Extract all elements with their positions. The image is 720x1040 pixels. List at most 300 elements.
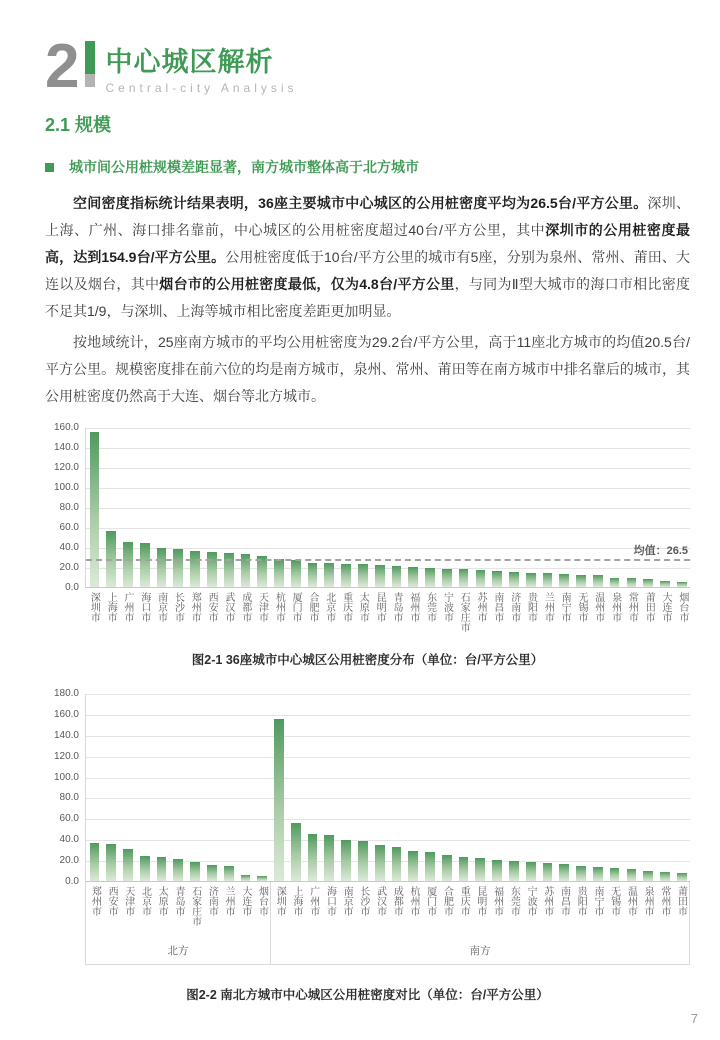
bar-slot xyxy=(271,428,288,587)
bar-slot xyxy=(254,428,271,587)
bar-slot xyxy=(86,694,103,881)
bar-slot xyxy=(573,694,590,881)
x-label-slot xyxy=(119,588,136,642)
bar-slot xyxy=(237,428,254,587)
y-axis-tick: 0.0 xyxy=(65,876,79,888)
bar-slot xyxy=(103,428,120,587)
bar-slot xyxy=(506,694,523,881)
emphasis-text: 深圳市的公用桩密度最高，达到154.9台/平方公里。 xyxy=(45,222,691,266)
bar-slot xyxy=(472,694,489,881)
x-label-slot xyxy=(355,882,372,938)
bar-slot xyxy=(287,694,304,881)
x-axis-label: 泉州市 xyxy=(609,592,621,623)
x-label-slot xyxy=(321,882,338,938)
bar-slot xyxy=(271,694,288,881)
y-axis-tick: 100.0 xyxy=(53,771,79,783)
bar-slot xyxy=(422,694,439,881)
x-label-slot xyxy=(135,588,152,642)
bar xyxy=(593,575,603,587)
bar xyxy=(308,834,318,881)
x-axis-label: 南京市 xyxy=(341,886,353,917)
bullet-heading-text: 城市间公用桩规模差距显著，南方城市整体高于北方城市 xyxy=(69,159,419,176)
bar xyxy=(576,575,586,588)
bar xyxy=(408,851,418,881)
x-label-slot xyxy=(338,882,355,938)
x-axis-label: 泉州市 xyxy=(642,886,654,917)
mean-line xyxy=(86,559,690,561)
bar-slot xyxy=(673,428,690,587)
x-axis-label: 大连市 xyxy=(239,886,251,917)
bar xyxy=(157,857,167,881)
x-label-slot xyxy=(622,882,639,938)
x-axis-label: 莆田市 xyxy=(643,592,655,623)
chart-north-south-comparison xyxy=(45,688,690,965)
bar-slot xyxy=(321,428,338,587)
x-label-slot xyxy=(287,588,304,642)
x-axis-label: 郑州市 xyxy=(189,592,201,623)
x-axis-label: 贵阳市 xyxy=(575,886,587,917)
bar xyxy=(475,858,485,882)
x-label-slot xyxy=(388,882,405,938)
bar-slot xyxy=(187,428,204,587)
x-axis-label: 大连市 xyxy=(660,592,672,623)
x-axis-label: 厦门市 xyxy=(424,886,436,917)
bar xyxy=(442,569,452,588)
x-axis-label: 杭州市 xyxy=(273,592,285,623)
body-text: 深圳、上海、广州、海口排名靠前，中心城区的公用桩密度超过40台/平方公里，其中 xyxy=(45,195,690,239)
axis-group xyxy=(85,882,270,964)
x-label-slot xyxy=(220,588,237,642)
x-axis-label: 长沙市 xyxy=(357,886,369,917)
x-label-slot xyxy=(119,882,136,938)
y-axis-tick: 160.0 xyxy=(53,708,79,720)
x-label-slot xyxy=(271,882,288,938)
bar xyxy=(375,845,385,881)
x-label-slot xyxy=(522,588,539,642)
bar xyxy=(123,849,133,881)
x-axis-label: 广州市 xyxy=(122,592,134,623)
bar xyxy=(425,568,435,587)
x-label-row xyxy=(271,882,689,938)
bar xyxy=(123,542,133,587)
x-axis-label: 昆明市 xyxy=(374,592,386,623)
chapter-title: 中心城区解析 xyxy=(105,47,274,77)
x-axis-label: 常州市 xyxy=(626,592,638,623)
x-axis-label: 天津市 xyxy=(122,886,134,917)
x-label-slot xyxy=(640,588,657,642)
x-label-slot xyxy=(388,588,405,642)
x-axis-label: 郑州市 xyxy=(89,886,101,917)
bar xyxy=(341,840,351,881)
bar-slot xyxy=(153,428,170,587)
x-label-slot xyxy=(270,588,287,642)
bar-slot xyxy=(120,428,137,587)
plot xyxy=(85,428,690,588)
bar-slot xyxy=(539,694,556,881)
x-label-slot xyxy=(672,882,689,938)
x-axis-label: 苏州市 xyxy=(475,592,487,623)
x-label-slot xyxy=(102,588,119,642)
y-axis-tick: 140.0 xyxy=(53,729,79,741)
x-label-slot xyxy=(623,588,640,642)
x-label-slot xyxy=(220,882,237,938)
bar xyxy=(274,719,284,881)
x-label-slot xyxy=(253,588,270,642)
bar xyxy=(308,563,318,588)
x-axis-label: 深圳市 xyxy=(88,592,100,623)
x-axis-label: 石家庄市 xyxy=(189,886,201,927)
bar xyxy=(425,852,435,881)
bar xyxy=(207,865,217,881)
x-label-slot xyxy=(538,882,555,938)
x-axis-label: 成都市 xyxy=(391,886,403,917)
bar xyxy=(459,857,469,882)
bar xyxy=(392,847,402,881)
bar xyxy=(643,579,653,587)
bar-group xyxy=(86,428,690,587)
x-label-row xyxy=(85,588,690,642)
bar xyxy=(660,872,670,881)
x-axis-label: 杭州市 xyxy=(408,886,420,917)
bar-slot xyxy=(388,428,405,587)
bar-slot xyxy=(556,694,573,881)
bar-slot xyxy=(606,428,623,587)
bar xyxy=(677,873,687,881)
x-label-slot xyxy=(304,882,321,938)
bar-slot xyxy=(556,428,573,587)
bar xyxy=(274,559,284,588)
y-axis-tick: 60.0 xyxy=(59,813,79,825)
x-axis-label: 北京市 xyxy=(323,592,335,623)
x-axis-label: 青岛市 xyxy=(172,886,184,917)
bar xyxy=(358,564,368,587)
x-axis-label: 无锡市 xyxy=(608,886,620,917)
y-axis-tick: 20.0 xyxy=(59,562,79,574)
bar xyxy=(140,856,150,881)
x-axis-label: 宁波市 xyxy=(525,886,537,917)
bar xyxy=(375,565,385,588)
bar xyxy=(106,844,116,881)
bar-slot xyxy=(304,694,321,881)
bar xyxy=(643,871,653,881)
x-axis-label: 烟台市 xyxy=(676,592,688,623)
x-label-slot xyxy=(606,588,623,642)
bar xyxy=(392,566,402,587)
x-label-slot xyxy=(405,882,422,938)
y-axis-tick: 140.0 xyxy=(53,442,79,454)
x-label-slot xyxy=(556,588,573,642)
bar xyxy=(627,578,637,587)
x-axis-label: 南昌市 xyxy=(558,886,570,917)
x-label-slot xyxy=(320,588,337,642)
body-text: 按地域统计，25座南方城市的平均公用桩密度为29.2台/平方公里，高于11座北方城市的均值20.5台/平方公里。规模密度排在前六位的均是南方城市，泉州、常州、莆田等在南方城市中排名靠后的城市，其公用桩密度仍然高于大连、烟台等北方城市。 xyxy=(45,334,690,405)
x-axis-label: 济南市 xyxy=(206,886,218,917)
x-label-slot xyxy=(337,588,354,642)
bar-slot xyxy=(455,428,472,587)
bar xyxy=(173,549,183,587)
bar-slot xyxy=(304,428,321,587)
x-label-slot xyxy=(589,588,606,642)
x-axis-label: 合肥市 xyxy=(441,886,453,917)
x-axis-label: 兰州市 xyxy=(542,592,554,623)
x-axis-label: 深圳市 xyxy=(274,886,286,917)
bar xyxy=(593,867,603,881)
bar xyxy=(543,863,553,881)
y-axis-tick: 60.0 xyxy=(59,522,79,534)
bar xyxy=(492,860,502,881)
bar-slot xyxy=(657,694,674,881)
x-axis-label: 太原市 xyxy=(357,592,369,623)
x-axis-label: 厦门市 xyxy=(290,592,302,623)
bar xyxy=(559,574,569,587)
bar-slot xyxy=(153,694,170,881)
x-label-slot xyxy=(438,588,455,642)
chapter-subtitle: Central-city Analysis xyxy=(105,81,298,95)
x-axis-label: 昆明市 xyxy=(474,886,486,917)
y-axis-tick: 120.0 xyxy=(53,462,79,474)
bar-slot xyxy=(338,428,355,587)
bar-slot xyxy=(203,428,220,587)
bar-slot xyxy=(573,428,590,587)
bar xyxy=(358,841,368,881)
y-axis-tick: 40.0 xyxy=(59,542,79,554)
x-axis-label: 石家庄市 xyxy=(458,592,470,633)
bar-slot xyxy=(506,428,523,587)
x-axis xyxy=(85,882,690,965)
x-axis-label: 福州市 xyxy=(407,592,419,623)
x-axis-label: 烟台市 xyxy=(256,886,268,917)
divider-gray-segment xyxy=(85,74,95,87)
y-axis-tick: 80.0 xyxy=(59,502,79,514)
x-label-slot xyxy=(153,882,170,938)
bar xyxy=(324,563,334,587)
bar-slot xyxy=(405,428,422,587)
chart1-caption: 图2-1 36座城市中心城区公用桩密度分布（单位：台/平方公里） xyxy=(191,653,544,668)
x-axis xyxy=(85,588,690,642)
x-axis-label: 西安市 xyxy=(206,592,218,623)
x-axis-label: 海口市 xyxy=(138,592,150,623)
paragraph-region-comparison xyxy=(45,329,690,410)
emphasis-text: 烟台市的公用桩密度最低，仅为4.8台/平方公里 xyxy=(159,276,455,293)
x-label-slot xyxy=(152,588,169,642)
body-text: ，与同为Ⅱ型大城市的海口市相比密度不足其1/9，与深圳、上海等城市相比密度差距更加明显。 xyxy=(45,276,691,320)
bar-slot xyxy=(405,694,422,881)
x-axis-label: 苏州市 xyxy=(541,886,553,917)
bar xyxy=(576,866,586,881)
bar-slot xyxy=(539,428,556,587)
bar xyxy=(492,571,502,587)
x-axis-label: 东莞市 xyxy=(424,592,436,623)
x-axis-label: 上海市 xyxy=(105,592,117,623)
x-axis-label: 南宁市 xyxy=(559,592,571,623)
bar-slot xyxy=(422,428,439,587)
x-axis-label: 西安市 xyxy=(106,886,118,917)
bar-slot xyxy=(103,694,120,881)
x-label-slot xyxy=(85,588,102,642)
bars-layer xyxy=(86,694,690,881)
bar xyxy=(526,573,536,588)
bar-slot xyxy=(623,694,640,881)
bar xyxy=(559,864,569,881)
x-label-slot xyxy=(472,882,489,938)
bar-slot xyxy=(136,694,153,881)
x-label-row xyxy=(86,882,270,938)
bar xyxy=(627,869,637,882)
bar xyxy=(257,556,267,587)
chart-density-distribution xyxy=(45,422,690,642)
bar xyxy=(173,859,183,881)
x-axis-label: 南昌市 xyxy=(491,592,503,623)
chapter-titles xyxy=(105,38,297,95)
x-label-slot xyxy=(555,882,572,938)
x-label-slot xyxy=(186,882,203,938)
section-title: 2.1 规模 xyxy=(45,115,112,136)
x-label-slot xyxy=(421,588,438,642)
x-label-slot xyxy=(489,588,506,642)
x-axis-label: 兰州市 xyxy=(223,886,235,917)
bar xyxy=(459,569,469,587)
bar-slot xyxy=(522,694,539,881)
x-axis-label: 广州市 xyxy=(307,886,319,917)
x-label-slot xyxy=(170,882,187,938)
bar xyxy=(190,862,200,881)
bar-slot xyxy=(86,428,103,587)
x-label-slot xyxy=(354,588,371,642)
bar-slot xyxy=(136,428,153,587)
x-axis-label: 武汉市 xyxy=(374,886,386,917)
x-axis-label: 温州市 xyxy=(625,886,637,917)
axis-group-label: 南方 xyxy=(469,945,491,958)
bar-slot xyxy=(170,428,187,587)
plot-area xyxy=(85,428,690,642)
axis-group xyxy=(270,882,690,964)
x-label-slot xyxy=(455,882,472,938)
y-axis-tick: 40.0 xyxy=(59,834,79,846)
bar-slot xyxy=(355,428,372,587)
bar xyxy=(408,567,418,587)
x-label-slot xyxy=(438,882,455,938)
x-axis-label: 海口市 xyxy=(324,886,336,917)
x-axis-label: 常州市 xyxy=(658,886,670,917)
bar-slot xyxy=(673,694,690,881)
x-label-slot xyxy=(605,882,622,938)
x-axis-label: 成都市 xyxy=(239,592,251,623)
bar-slot xyxy=(640,428,657,587)
bar xyxy=(476,570,486,587)
bar xyxy=(677,582,687,587)
x-axis-label: 福州市 xyxy=(491,886,503,917)
x-label-slot xyxy=(404,588,421,642)
bar xyxy=(509,861,519,881)
y-axis-tick: 80.0 xyxy=(59,792,79,804)
bar xyxy=(140,543,150,587)
x-axis-label: 武汉市 xyxy=(222,592,234,623)
x-label-slot xyxy=(455,588,472,642)
x-label-slot xyxy=(236,882,253,938)
bar-slot xyxy=(455,694,472,881)
y-axis-tick: 180.0 xyxy=(53,688,79,700)
bar-slot xyxy=(187,694,204,881)
bar xyxy=(442,855,452,881)
x-axis-label: 温州市 xyxy=(592,592,604,623)
x-label-slot xyxy=(371,588,388,642)
bar xyxy=(509,572,519,587)
x-axis-label: 重庆市 xyxy=(458,886,470,917)
x-label-slot xyxy=(203,882,220,938)
emphasis-text: 空间密度指标统计结果表明，36座主要城市中心城区的公用桩密度平均为26.5台/平方公里。 xyxy=(73,195,648,212)
x-label-slot xyxy=(505,882,522,938)
bar-slot xyxy=(472,428,489,587)
x-label-slot xyxy=(371,882,388,938)
bar xyxy=(241,875,251,881)
bar-slot xyxy=(321,694,338,881)
x-label-slot xyxy=(573,588,590,642)
bar-slot xyxy=(371,694,388,881)
x-label-slot xyxy=(304,588,321,642)
body-text: 公用桩密度低于10台/平方公里的城市有5座，分别为泉州、常州、莆田、大连以及烟台，其中 xyxy=(45,249,690,293)
x-label-slot xyxy=(253,882,270,938)
bar-slot xyxy=(354,694,371,881)
x-axis-label: 合肥市 xyxy=(306,592,318,623)
plot-area xyxy=(85,694,690,965)
y-axis-tick: 100.0 xyxy=(53,482,79,494)
bar-slot xyxy=(489,694,506,881)
bar xyxy=(207,552,217,587)
x-axis-label: 东莞市 xyxy=(508,886,520,917)
page-number: 7 xyxy=(690,1011,698,1026)
x-axis-label: 重庆市 xyxy=(340,592,352,623)
x-label-slot xyxy=(421,882,438,938)
bar-group xyxy=(86,694,271,881)
x-label-slot xyxy=(673,588,690,642)
bar-slot xyxy=(522,428,539,587)
x-label-slot xyxy=(572,882,589,938)
y-axis-tick: 0.0 xyxy=(65,582,79,594)
bar-slot xyxy=(237,694,254,881)
y-axis-tick: 120.0 xyxy=(53,750,79,762)
x-axis-label: 莆田市 xyxy=(675,886,687,917)
axis-group xyxy=(85,588,690,642)
bar-slot xyxy=(338,694,355,881)
bar-slot xyxy=(170,694,187,881)
bar-slot xyxy=(438,428,455,587)
x-label-slot xyxy=(539,588,556,642)
bullet-heading xyxy=(45,157,690,177)
x-label-slot xyxy=(522,882,539,938)
x-label-slot xyxy=(186,588,203,642)
bar-slot xyxy=(589,428,606,587)
chart2-caption: 图2-2 南北方城市中心城区公用桩密度对比（单位：台/平方公里） xyxy=(186,988,549,1003)
bar-slot xyxy=(438,694,455,881)
bar-slot xyxy=(489,428,506,587)
x-label-slot xyxy=(655,882,672,938)
chapter-number: 2 xyxy=(45,32,80,101)
x-label-slot xyxy=(657,588,674,642)
x-axis-label: 无锡市 xyxy=(575,592,587,623)
y-axis xyxy=(45,688,85,888)
x-label-slot xyxy=(169,588,186,642)
bar-slot xyxy=(254,694,271,881)
divider-green-segment xyxy=(85,41,95,74)
x-label-slot xyxy=(136,882,153,938)
bar xyxy=(257,876,267,881)
bar xyxy=(224,866,234,881)
bar xyxy=(543,573,553,587)
bar-slot xyxy=(657,428,674,587)
bar xyxy=(157,548,167,587)
x-axis-label: 贵阳市 xyxy=(525,592,537,623)
y-axis-tick: 160.0 xyxy=(53,422,79,434)
